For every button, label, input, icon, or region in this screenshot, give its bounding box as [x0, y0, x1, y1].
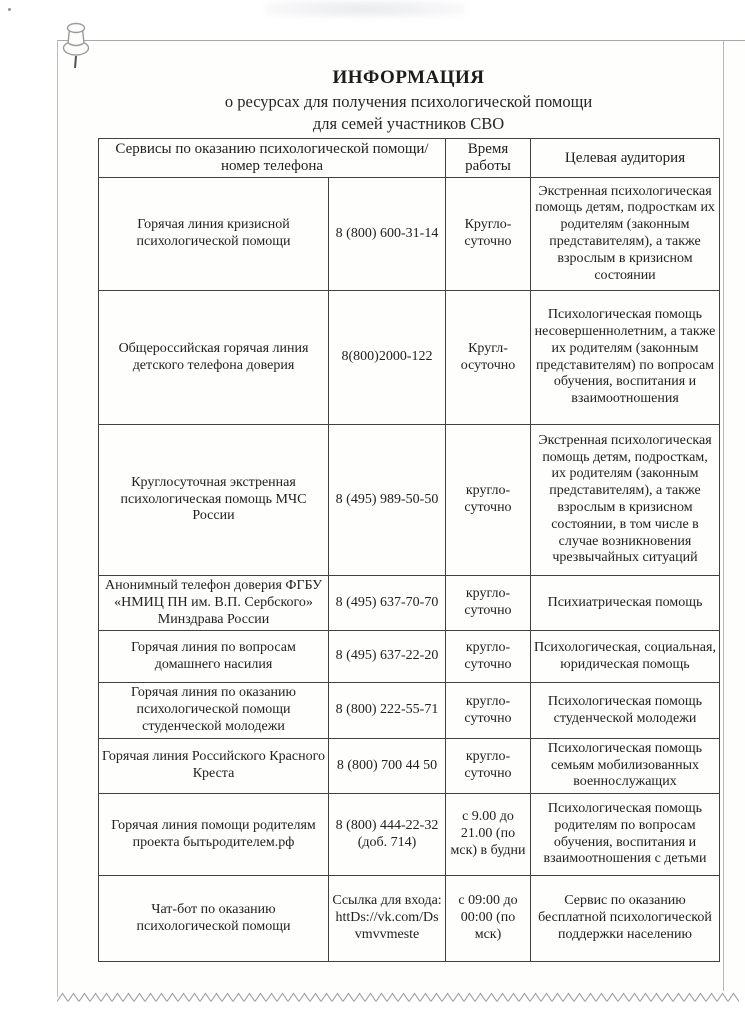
phone-cell: 8 (800) 700 44 50: [329, 738, 446, 793]
time-cell: кругло-суточно: [446, 631, 531, 683]
table-row: [99, 794, 720, 876]
table-row: [99, 425, 720, 576]
scan-smudge: [265, 0, 465, 18]
service-cell: Анонимный телефон доверия ФГБУ «НМИЦ ПН им. В.П. Сербского» Минздрава России: [99, 576, 329, 631]
audience-cell: Психологическая помощь студенческой молодежи: [531, 683, 720, 738]
audience-cell: Психиатрическая помощь: [531, 576, 720, 631]
paper-sheet: [57, 40, 745, 997]
table-row: [99, 738, 720, 793]
service-cell: Горячая линия помощи родителям проекта бытьродителем.рф: [99, 794, 329, 876]
phone-cell: 8 (800) 600-31-14: [329, 178, 446, 291]
phone-cell: 8 (495) 637-70-70: [329, 576, 446, 631]
time-cell: кругло-суточно: [446, 425, 531, 576]
page-subtitle-line2: для семей участников СВО: [312, 114, 505, 133]
phone-cell: 8 (495) 989-50-50: [329, 425, 446, 576]
column-header-service: Сервисы по оказанию психологической помощи/номер телефона: [99, 139, 446, 178]
column-header-audience: Целевая аудитория: [531, 139, 720, 178]
time-cell: с 9.00 до 21.00 (по мск) в будни: [446, 794, 531, 876]
audience-cell: Психологическая, социальная, юридическая помощь: [531, 631, 720, 683]
scan-speck: [8, 8, 11, 11]
table-row: [99, 291, 720, 425]
service-cell: Чат-бот по оказанию психологической помощи: [99, 876, 329, 962]
table-header-row: [99, 139, 720, 178]
service-cell: Горячая линия по оказанию психологической помощи студенческой молодежи: [99, 683, 329, 738]
pushpin-icon: [56, 20, 96, 76]
paper-right-border: [723, 41, 724, 991]
audience-cell: Экстренная психологическая помощь детям, подросткам, их родителям (законным представителям), а также взрослым в кризисном состоянии, в том числе в случае возникновения чрезвычайных ситуаций: [531, 425, 720, 576]
audience-cell: Психологическая помощь семьям мобилизованных военнослужащих: [531, 738, 720, 793]
service-cell: Круглосуточная экстренная психологическая помощь МЧС России: [99, 425, 329, 576]
time-cell: Кругло-суточно: [446, 178, 531, 291]
table-row: [99, 876, 720, 962]
time-cell: Кругл-осуточно: [446, 291, 531, 425]
phone-cell: 8 (800) 222-55-71: [329, 683, 446, 738]
table-row: [99, 683, 720, 738]
page-subtitle-line1: о ресурсах для получения психологической помощи: [224, 92, 593, 111]
zigzag-torn-edge: [57, 991, 739, 1003]
audience-cell: Психологическая помощь несовершеннолетним, а также их родителям (законным представителям) по вопросам обучения, воспитания и взаимоотношения: [531, 291, 720, 425]
page-title: ИНФОРМАЦИЯ: [332, 67, 485, 88]
table-row: [99, 178, 720, 291]
time-cell: с 09:00 до 00:00 (по мск): [446, 876, 531, 962]
time-cell: кругло-суточно: [446, 683, 531, 738]
time-cell: кругло-суточно: [446, 576, 531, 631]
service-cell: Общероссийская горячая линия детского телефона доверия: [99, 291, 329, 425]
service-cell: Горячая линия Российского Красного Креста: [99, 738, 329, 793]
time-cell: кругло-суточно: [446, 738, 531, 793]
phone-cell: Ссылка для входа: httDs://vk.com/Dsvmvvmeste: [329, 876, 446, 962]
table-row: [99, 576, 720, 631]
phone-cell: 8 (800) 444-22-32 (доб. 714): [329, 794, 446, 876]
phone-cell: 8(800)2000-122: [329, 291, 446, 425]
column-header-time: Время работы: [446, 139, 531, 178]
audience-cell: Экстренная психологическая помощь детям, подросткам их родителям (законным представителям), а также взрослым в кризисном состоянии: [531, 178, 720, 291]
document-header: [98, 65, 719, 135]
phone-cell: 8 (495) 637-22-20: [329, 631, 446, 683]
table-row: [99, 631, 720, 683]
audience-cell: Сервис по оказанию бесплатной психологической поддержки населению: [531, 876, 720, 962]
service-cell: Горячая линия по вопросам домашнего насилия: [99, 631, 329, 683]
service-cell: Горячая линия кризисной психологической помощи: [99, 178, 329, 291]
resources-table: [98, 138, 720, 962]
audience-cell: Психологическая помощь родителям по вопросам обучения, воспитания и взаимоотношения с детьми: [531, 794, 720, 876]
